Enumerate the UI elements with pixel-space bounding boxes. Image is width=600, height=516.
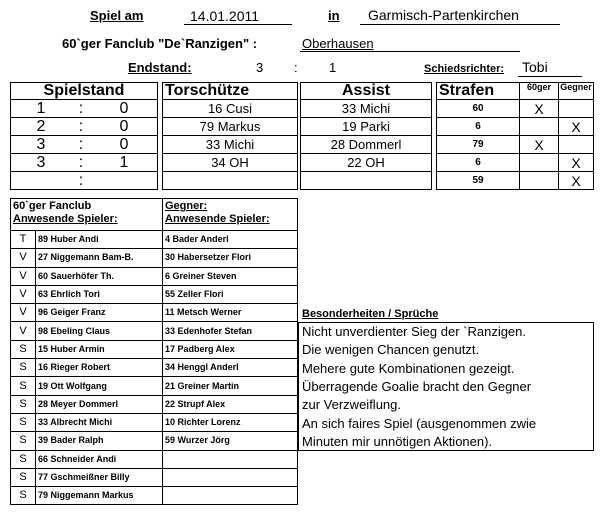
home-player: 60 Sauerhöfer Th. (36, 267, 163, 285)
away-player: 21 Greiner Martin (163, 377, 298, 395)
spielstand-sep: : (71, 154, 91, 172)
strafen-num: 59 (437, 172, 520, 190)
player-row (11, 359, 298, 377)
home-player: 98 Ebeling Claus (36, 322, 163, 340)
player-row (11, 413, 298, 431)
player-row (11, 231, 298, 249)
player-position: S (11, 432, 36, 450)
away-players-header (163, 199, 298, 231)
spielstand-sep: : (71, 100, 91, 118)
away-player: 6 Greiner Steven (163, 267, 298, 285)
note-row (299, 323, 594, 341)
home-player: 39 Bader Ralph (36, 432, 163, 450)
home-player: 33 Albrecht Michi (36, 413, 163, 431)
strafen-col-gegner: Gegner (559, 83, 594, 100)
spiel-am-label: Spiel am (90, 8, 144, 23)
away-player: 4 Bader Anderl (163, 231, 298, 249)
strafen-title: Strafen (437, 83, 520, 100)
strafen-home-mark (520, 118, 559, 136)
player-row (11, 322, 298, 340)
score-separator: : (294, 60, 298, 75)
player-row (11, 285, 298, 303)
torschuetze-cell (163, 172, 298, 190)
opponent-value: Oberhausen (302, 36, 374, 51)
strafen-col-60ger: 60ger (520, 83, 559, 100)
player-position: S (11, 413, 36, 431)
spielstand-home: 1 (11, 100, 72, 118)
note-row (299, 414, 594, 432)
spielstand-home: 2 (11, 118, 72, 136)
strafen-num: 6 (437, 154, 520, 172)
home-player: 89 Huber Andi (36, 231, 163, 249)
player-position: S (11, 340, 36, 358)
home-player: 16 Rieger Robert (36, 359, 163, 377)
home-player: 27 Niggemann Bam-B. (36, 249, 163, 267)
referee-value: Tobi (522, 59, 548, 75)
note-line: zur Verzweiflung. (299, 396, 594, 414)
assist-cell: 22 OH (301, 154, 432, 172)
spielstand-sep: : (71, 172, 91, 190)
torschuetze-cell: 34 OH (163, 154, 298, 172)
score-away: 1 (329, 60, 337, 75)
player-position: V (11, 267, 36, 285)
strafen-num: 60 (437, 100, 520, 118)
in-label: in (328, 8, 340, 23)
away-player: 10 Richter Lorenz (163, 413, 298, 431)
home-player: 77 Gschmeißner Billy (36, 468, 163, 486)
note-line: Nicht unverdienter Sieg der `Ranzigen. (299, 323, 594, 341)
assist-cell: 19 Parki (301, 118, 432, 136)
spielstand-away: 0 (91, 118, 158, 136)
note-row (299, 432, 594, 450)
player-position: V (11, 285, 36, 303)
player-row (11, 249, 298, 267)
strafen-num: 79 (437, 136, 520, 154)
strafen-home-mark: X (520, 136, 559, 154)
note-line: Minuten mir unnötigen Aktionen). (299, 432, 594, 450)
away-player: 22 Strupf Alex (163, 395, 298, 413)
home-header-subtitle: Anwesende Spieler: (13, 213, 118, 225)
away-player: 11 Metsch Werner (163, 304, 298, 322)
players-table (10, 198, 298, 505)
away-header-subtitle: Anwesende Spieler: (165, 213, 270, 225)
strafen-away-mark: X (559, 154, 594, 172)
away-player (163, 487, 298, 505)
player-position: V (11, 249, 36, 267)
referee-label: Schiedsrichter: (424, 63, 505, 75)
note-row (299, 377, 594, 395)
notes-table (298, 322, 594, 451)
assist-title: Assist (301, 83, 432, 100)
torschuetze-table (162, 82, 298, 190)
player-position: S (11, 377, 36, 395)
home-header-title: 60`ger Fanclub (13, 200, 92, 212)
strafen-away-mark: X (559, 118, 594, 136)
spielstand-away: 1 (91, 154, 158, 172)
spielstand-away (91, 172, 158, 190)
away-player: 30 Habersetzer Flori (163, 249, 298, 267)
strafen-away-mark (559, 136, 594, 154)
note-line: Die wenigen Chancen genutzt. (299, 341, 594, 359)
location-value: Garmisch-Partenkirchen (368, 7, 519, 23)
player-row (11, 395, 298, 413)
away-player (163, 468, 298, 486)
away-player: 34 Henggl Anderl (163, 359, 298, 377)
strafen-away-mark: X (559, 172, 594, 190)
player-row (11, 432, 298, 450)
torschuetze-cell: 16 Cusi (163, 100, 298, 118)
strafen-num: 6 (437, 118, 520, 136)
player-row (11, 450, 298, 468)
away-player: 17 Padberg Alex (163, 340, 298, 358)
spielstand-home: 3 (11, 136, 72, 154)
away-player (163, 450, 298, 468)
strafen-home-mark (520, 154, 559, 172)
torschuetze-cell: 79 Markus (163, 118, 298, 136)
note-row (299, 341, 594, 359)
score-home: 3 (256, 60, 264, 75)
home-players-header (11, 199, 163, 231)
strafen-away-mark (559, 100, 594, 118)
away-player: 55 Zeller Flori (163, 285, 298, 303)
team-line: 60`ger Fanclub "De`Ranzigen" : (62, 36, 258, 51)
notes-title: Besonderheiten / Sprüche (302, 308, 439, 320)
assist-table (300, 82, 432, 190)
player-position: S (11, 487, 36, 505)
strafen-home-mark: X (520, 100, 559, 118)
away-player: 33 Edenhofer Stefan (163, 322, 298, 340)
player-position: S (11, 450, 36, 468)
spielstand-away: 0 (91, 136, 158, 154)
home-player: 28 Meyer Dommerl (36, 395, 163, 413)
spielstand-sep: : (71, 118, 91, 136)
player-position: V (11, 304, 36, 322)
strafen-home-mark (520, 172, 559, 190)
note-line: Überragende Goalie bracht den Gegner (299, 377, 594, 395)
home-player: 66 Schneider Andi (36, 450, 163, 468)
home-player: 15 Huber Armin (36, 340, 163, 358)
home-player: 63 Ehrlich Tori (36, 285, 163, 303)
player-row (11, 340, 298, 358)
endstand-label: Endstand: (128, 60, 192, 75)
torschuetze-title: Torschütze (163, 83, 298, 100)
player-position: V (11, 322, 36, 340)
note-line: An sich faires Spiel (ausgenommen zwie (299, 414, 594, 432)
player-position: T (11, 231, 36, 249)
player-row (11, 377, 298, 395)
spielstand-home (11, 172, 72, 190)
torschuetze-cell: 33 Michi (163, 136, 298, 154)
away-header-title: Gegner: (165, 200, 208, 212)
assist-cell (301, 172, 432, 190)
spielstand-away: 0 (91, 100, 158, 118)
home-player: 79 Niggemann Markus (36, 487, 163, 505)
spielstand-title: Spielstand (11, 83, 158, 100)
player-row (11, 267, 298, 285)
spielstand-table (10, 82, 158, 190)
note-line: Mehere gute Kombinationen gezeigt. (299, 359, 594, 377)
spielstand-home: 3 (11, 154, 72, 172)
away-player: 59 Wurzer Jörg (163, 432, 298, 450)
date-value: 14.01.2011 (190, 8, 260, 24)
assist-cell: 33 Michi (301, 100, 432, 118)
player-row (11, 304, 298, 322)
player-position: S (11, 359, 36, 377)
home-player: 96 Geiger Franz (36, 304, 163, 322)
player-row (11, 468, 298, 486)
player-row (11, 487, 298, 505)
spielstand-sep: : (71, 136, 91, 154)
assist-cell: 28 Dommerl (301, 136, 432, 154)
strafen-table (436, 82, 594, 190)
note-row (299, 396, 594, 414)
player-position: S (11, 395, 36, 413)
home-player: 19 Ott Wolfgang (36, 377, 163, 395)
note-row (299, 359, 594, 377)
player-position: S (11, 468, 36, 486)
